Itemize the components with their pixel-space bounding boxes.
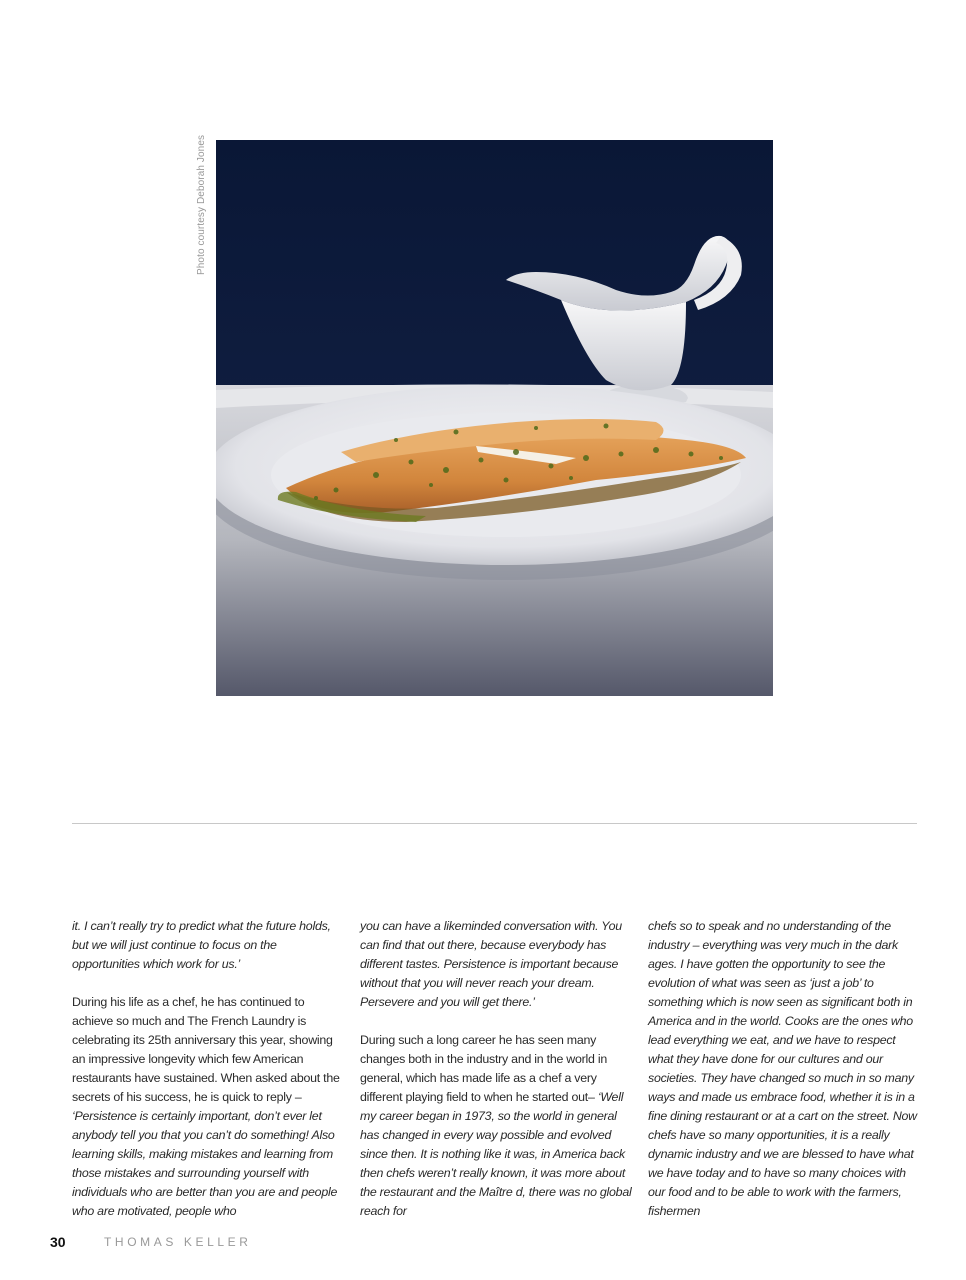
quote-text: ‘Well my career began in 1973, so the world in general has changed in every way possible and evolved since then. It is nothing like it was, in America back then chefs weren’t really known, it was more about the restaurant and the Maître d, there was no global reach for xyxy=(360,1090,632,1218)
photo-backdrop xyxy=(216,140,773,400)
divider-rule xyxy=(72,823,917,824)
body-text: During such a long career he has seen many changes both in the industry and in the world in general, which has made life as a chef a very different playing field to when he started out– xyxy=(360,1033,607,1104)
article-paragraph xyxy=(72,917,347,974)
article-paragraph xyxy=(360,1031,635,1221)
quote-text: chefs so to speak and no understanding of the industry – everything was very much in the dark ages. I have gotten the opportunity to see the evolution of what was seen as ‘just a job’ to something which is now seen as significant both in America and in the world. Cooks are the ones who lead everything we eat, and we have to respect what they have done for our cultures and our societies. They have changed so much in so many ways and made us embrace food, whether it is in a fine dining restaurant or at a cart on the street. Now chefs have so many opportunities, it is a really dynamic industry and we are blessed to have what we have today and to have so many choices with our food and to be able to work with the farmers, fishermen xyxy=(648,919,917,1218)
paragraph-break xyxy=(360,1012,635,1031)
dish-photo xyxy=(216,140,773,696)
photo-credit: Photo courtesy Deborah Jones xyxy=(196,134,207,275)
running-title: THOMAS KELLER xyxy=(104,1235,252,1249)
article-paragraph xyxy=(648,917,923,1221)
article-column-1 xyxy=(72,917,347,1221)
page-number: 30 xyxy=(50,1234,66,1250)
quote-text: it. I can’t really try to predict what the future holds, but we will just continue to focus on the opportunities which work for us.’ xyxy=(72,919,331,971)
article-column-3 xyxy=(648,917,923,1221)
quote-text: ‘Persistence is certainly important, don’t ever let anybody tell you that you can’t do something! Also learning skills, making mistakes and learning from those mistakes and surrounding yourself with individuals who are better than you are and people who are motivated, people who xyxy=(72,1109,338,1218)
paragraph-break xyxy=(72,974,347,993)
article-column-2 xyxy=(360,917,635,1221)
body-text: During his life as a chef, he has continued to achieve so much and The French Laundry is celebrating its 25th anniversary this year, showing an impressive longevity which few American restaurants have sustained. When asked about the secrets of his success, he is quick to reply – xyxy=(72,995,340,1104)
quote-text: you can have a likeminded conversation with. You can find that out there, because everybody has different tastes. Persistence is important because without that you will never reach your dream. Persevere and you will get there.’ xyxy=(360,919,622,1009)
article-paragraph xyxy=(360,917,635,1012)
article-paragraph xyxy=(72,993,347,1221)
